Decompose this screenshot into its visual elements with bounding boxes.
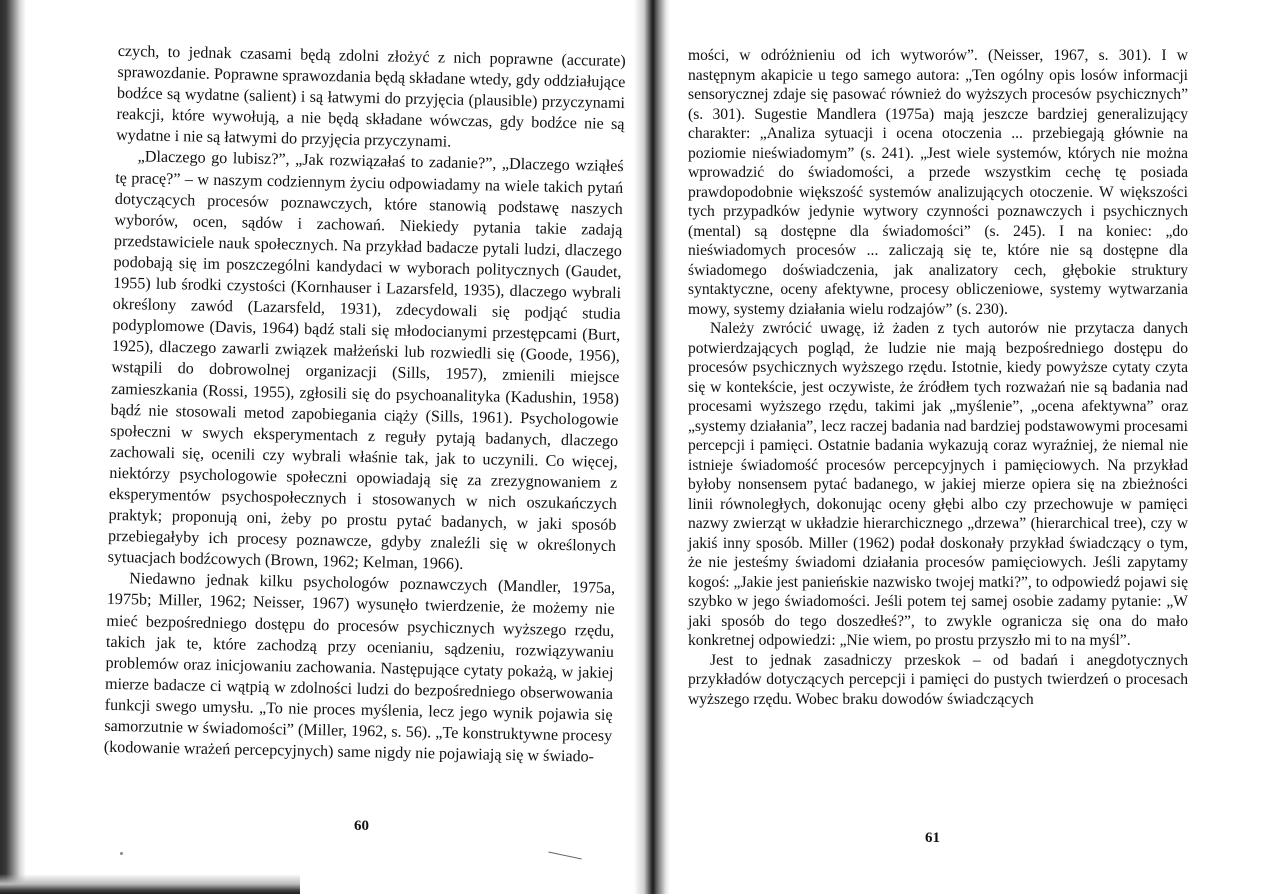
scan-pen-mark bbox=[548, 851, 581, 859]
right-paragraph-1: mości, w odróżnieniu od ich wytworów”. (Neisser, 1967, s. 301). I w następnym akapicie u tego samego autora: „Ten ogólny opis losów informacji sensorycznej zdaje się pasować również do wyższych procesów psychicznych” (s. 301). Sugestie Mandlera (1975a) mają jeszcze bardziej generalizujący charakter: „Analiza sytuacji i ocena otoczenia ... przebiegają głównie na poziomie nieświadomym” (s. 241). „Jest wiele systemów, których nie można wprowadzić do świadomości, a przede wszystkim cechę tę posiada prawdopodobnie większość systemów analizujących otoczenie. W większości tych przypadków jedynie wytwory czynności poznawczych i psychicznych (mental) są dostępne dla świadomości” (s. 245). I na koniec: „do nieświadomych procesów ... zaliczają się te, które nie są dostępne dla świadomego doświadczenia, jak analizatory cech, głębokie struktury syntaktyczne, oceny afektywne, procesy obliczeniowe, systemy wytwarzania mowy, systemy działania wielu rodzajów” (s. 230). bbox=[688, 47, 1188, 318]
left-paragraph-1: czych, to jednak czasami będą zdolni złożyć z nich poprawne (accurate) sprawozdanie. Poprawne sprawozdania będą składane wtedy, gdy oddziałujące bodźce są wydatne (salient) i są łatwymi do przyjęcia (plausible) przyczynami reakcji, które wywołują, a nie będą składane wówczas, gdy bodźce nie są wydatne i nie są łatwymi do przyjęcia przyczynami. bbox=[115, 42, 626, 151]
left-page-text bbox=[104, 41, 626, 768]
right-paragraph-3: Jest to jednak zasadniczy przeskok – od badań i anegdotycznych przykładów dotyczących percepcji i pamięci do pustych twierdzeń o procesach wyższego rzędu. Wobec braku dowodów świadczących bbox=[688, 651, 1188, 708]
left-paragraph-3: Niedawno jednak kilku psychologów poznawczych (Mandler, 1975a, 1975b; Miller, 1962; Neisser, 1967) wysunęło twierdzenie, że możemy nie mieć bezpośredniego dostępu do procesów psychicznych wyższego rzędu, takich jak te, które zachodzą przy ocenianiu, sądzeniu, rozwiązywaniu problemów oraz inicjowaniu zachowania. Następujące cytaty pokażą, w jakiej mierze badacze ci wątpią w zdolności ludzi do bezpośredniego obserwowania funkcji swego umysłu. „To nie proces myślenia, lecz jego wynik pojawia się samorzutnie w świadomości” (Miller, 1962, s. 56). „Te konstruktywne procesy (kodowanie wrażeń percepcyjnych) same nigdy nie pojawiają się w świado- bbox=[103, 570, 616, 766]
right-page-number: 61 bbox=[925, 830, 940, 846]
book-gutter bbox=[634, 0, 670, 894]
right-page-text bbox=[688, 46, 1188, 709]
scan-edge-shadow bbox=[0, 0, 26, 894]
left-page-number: 60 bbox=[354, 818, 369, 834]
scan-bottom-shadow bbox=[0, 874, 300, 894]
left-paragraph-2: „Dlaczego go lubisz?”, „Jak rozwiązałaś to zadanie?”, „Dlaczego wziąłeś tę pracę?” – w naszym codziennym życiu odpowiadamy na wiele takich pytań dotyczących procesów poznawczych, które stanowią podstawę naszych wyborów, ocen, sądów i zachowań. Niekiedy pytania takie zadają przedstawiciele nauk społecznych. Na przykład badacze pytali ludzi, dlaczego podobają się im poszczególni kandydaci w wyborach politycznych (Gaudet, 1955) lub środki czystości (Kornhauser i Lazarsfeld, 1935), dlaczego wybrali określony zawód (Lazarsfeld, 1931), zdecydowali się podjąć studia podyplomowe (Davis, 1964) bądź stali się młodocianymi przestępcami (Burt, 1925), dlaczego zawarli związek małżeński lub rozwiedli się (Goode, 1956), wstąpili do dobrowolnej organizacji (Sills, 1957), zmienili miejsce zamieszkania (Rossi, 1955), zgłosili się do psychoanalityka (Kadushin, 1958) bądź nie stosowali metod zapobiegania ciąży (Sills, 1961). Psychologowie społeczni w swych eksperymentach z reguły pytają badanych, dlaczego zachowali się, ocenili czy wybrali właśnie tak, jak to uczynili. Co więcej, niektórzy psychologowie społeczni opowiadają się za zrezygnowaniem z eksperymentów psychospołecznych i stosowanych w nich oszukańczych praktyk; proponują oni, żeby po prostu pytać badanych, w jaki sposób przebiegałyby ich procesy poznawcze, gdyby znaleźli się w określonych sytuacjach bodźcowych (Brown, 1962; Kelman, 1966). bbox=[107, 148, 624, 574]
right-paragraph-2: Należy zwrócić uwagę, iż żaden z tych autorów nie przytacza danych potwierdzających pogląd, że ludzie nie mają bezpośredniego dostępu do procesów psychicznych wyższego rzędu. Istotnie, kiedy powyższe cytaty czyta się w kontekście, jest oczywiste, że źródłem tych rozważań nie są badania nad procesami wyższego rzędu, takimi jak „myślenie”, „ocena afektywna” oraz „systemy działania”, lecz raczej badania nad bardziej podstawowymi procesami percepcji i pamięci. Ostatnie badania wykazują coraz wyraźniej, że niemal nie istnieje świadomość procesów percepcyjnych i pamięciowych. Na przykład byłoby nonsensem pytać badanego, w jakiej mierze opiera się na zbieżności linii równoległych, dokonując oceny głębi albo czy przechowuje w pamięci nazwy zwierząt w układzie hierarchicznego „drzewa” (hierarchical tree), czy w jakiś inny sposób. Miller (1962) podał doskonały przykład świadczący o tym, że nie jesteśmy świadomi działania procesów pamięciowych. Jeśli zapytamy kogoś: „Jakie jest panieńskie nazwisko twojej matki?”, to odpowiedź pojawi się szybko w jego świadomości. Jeśli potem tej samej osobie zadamy pytanie: „W jaki sposób do tego doszedłeś?”, to zwykle ogranicza się ona do mało konkretnej odpowiedzi: „Nie wiem, po prostu przyszło mi to na myśl”. bbox=[688, 320, 1188, 649]
scan-speck bbox=[120, 852, 123, 855]
